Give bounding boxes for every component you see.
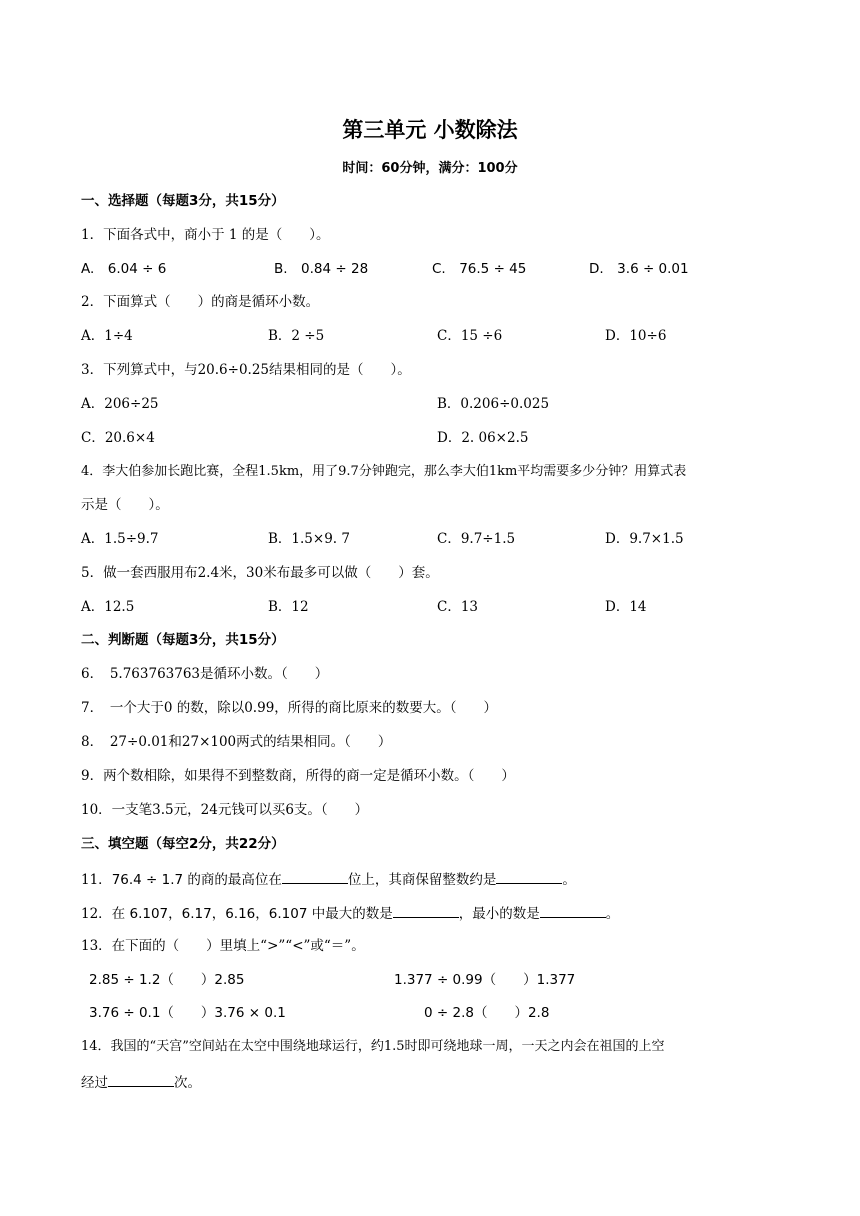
comparison-item: 3.76 ÷ 0.1（ ）3.76 × 0.1 <box>89 1005 286 1021</box>
question-1-option-a: A. 6.04 ÷ 6 <box>81 261 167 277</box>
question-13-stem: 13．在下面的（ ）里填上“>”“<”或“＝”。 <box>81 938 365 954</box>
comparison-item: 0 ÷ 2.8（ ）2.8 <box>424 1005 550 1021</box>
question-4-option-c: C．9.7÷1.5 <box>437 531 516 547</box>
question-3-option-b: B．0.206÷0.025 <box>437 396 550 412</box>
question-2-option-c: C．15 ÷6 <box>437 328 503 344</box>
question-4-option-d: D．9.7×1.5 <box>605 531 684 547</box>
question-4-stem-line1: 4．李大伯参加长跑比赛，全程1.5km，用了9.7分钟跑完，那么李大伯1km平均需要多少分钟？用算式表 <box>81 464 687 479</box>
question-14-line1: 14．我国的“天宫”空间站在太空中围绕地球运行，约1.5时即可绕地球一周，一天之内会在祖国的上空 <box>81 1039 665 1054</box>
question-2-option-a: A．1÷4 <box>81 328 133 344</box>
repeating-decimal: 6.107 <box>268 906 308 922</box>
question-11 <box>81 869 576 889</box>
question-12: 12．在 6.107，6.17，6.16，6.107 中最大的数是 ，最小的数是 。 <box>81 903 619 923</box>
question-1-option-d: D. 3.6 ÷ 0.01 <box>589 261 689 277</box>
section-heading-judgment: 二、判断题（每题3分，共15分） <box>81 632 285 648</box>
question-1-option-b: B. 0.84 ÷ 28 <box>274 261 369 277</box>
page-title: 第三单元 小数除法 <box>342 118 518 142</box>
question-11-text-2: 位上，其商保留整数约是 <box>347 872 497 888</box>
question-11-end: 。 <box>562 872 576 888</box>
answer-blank[interactable] <box>496 869 562 884</box>
page-subtitle: 时间：60分钟，满分：100分 <box>342 161 518 176</box>
question-5-option-a: A．12.5 <box>81 599 135 615</box>
question-6: 6． 5.763763763是循环小数。（ ） <box>81 666 329 682</box>
question-12-text: 中最大的数是 <box>307 906 393 922</box>
question-4-option-a: A．1.5÷9.7 <box>81 531 159 547</box>
question-5-stem: 5．做一套西服用布2.4米，30米布最多可以做（ ）套。 <box>81 565 439 581</box>
question-5-option-b: B．12 <box>268 599 309 615</box>
answer-blank[interactable] <box>393 903 459 918</box>
question-1-stem: 1．下面各式中，商小于 1 的是（ ）。 <box>81 227 330 243</box>
question-5-option-c: C．13 <box>437 599 479 615</box>
question-3-option-a: A．206÷25 <box>81 396 159 412</box>
section-heading-choice: 一、选择题（每题3分，共15分） <box>81 193 285 209</box>
question-2-option-b: B．2 ÷5 <box>268 328 325 344</box>
comparison-item: 1.377 ÷ 0.99（ ）1.377 <box>394 972 576 988</box>
repeating-decimal: 6.16 <box>225 906 256 922</box>
question-3-option-c: C．20.6×4 <box>81 430 155 446</box>
section-heading-fill: 三、填空题（每空2分，共22分） <box>81 836 285 852</box>
question-12-prefix: 12．在 <box>81 906 130 922</box>
question-5-option-d: D．14 <box>605 599 647 615</box>
question-14-suffix: 次。 <box>174 1075 201 1091</box>
question-4-stem-line2: 示是（ ）。 <box>81 497 169 513</box>
question-1-option-c: C. 76.5 ÷ 45 <box>432 261 527 277</box>
question-9: 9．两个数相除，如果得不到整数商，所得的商一定是循环小数。（ ） <box>81 768 515 784</box>
comparison-item: 2.85 ÷ 1.2（ ）2.85 <box>89 972 245 988</box>
question-11-prefix: 11． <box>81 872 112 888</box>
question-11-text: 的商的最高位在 <box>183 872 282 888</box>
decimal-number: 6.17 <box>181 906 212 922</box>
answer-blank[interactable] <box>108 1072 174 1087</box>
question-3-option-d: D．2. 06×2.5 <box>437 430 529 446</box>
question-12-end: 。 <box>605 906 620 922</box>
question-4-option-b: B．1.5×9. 7 <box>268 531 350 547</box>
question-14-prefix: 经过 <box>81 1075 108 1091</box>
question-2-option-d: D．10÷6 <box>605 328 667 344</box>
question-11-expression: 76.4 ÷ 1.7 <box>111 872 184 888</box>
answer-blank[interactable] <box>282 869 348 884</box>
question-7: 7． 一个大于0 的数，除以0.99，所得的商比原来的数要大。（ ） <box>81 700 498 716</box>
repeating-decimal: 6.107 <box>129 906 169 922</box>
answer-blank[interactable] <box>540 903 606 918</box>
question-3-stem: 3．下列算式中，与20.6÷0.25结果相同的是（ ）。 <box>81 362 411 378</box>
question-2-stem: 2．下面算式（ ）的商是循环小数。 <box>81 294 320 310</box>
question-14-line2 <box>81 1072 201 1092</box>
question-12-text-2: ，最小的数是 <box>458 906 540 922</box>
question-10: 10．一支笔3.5元，24元钱可以买6支。（ ） <box>81 802 369 818</box>
question-8: 8． 27÷0.01和27×100两式的结果相同。（ ） <box>81 734 392 750</box>
